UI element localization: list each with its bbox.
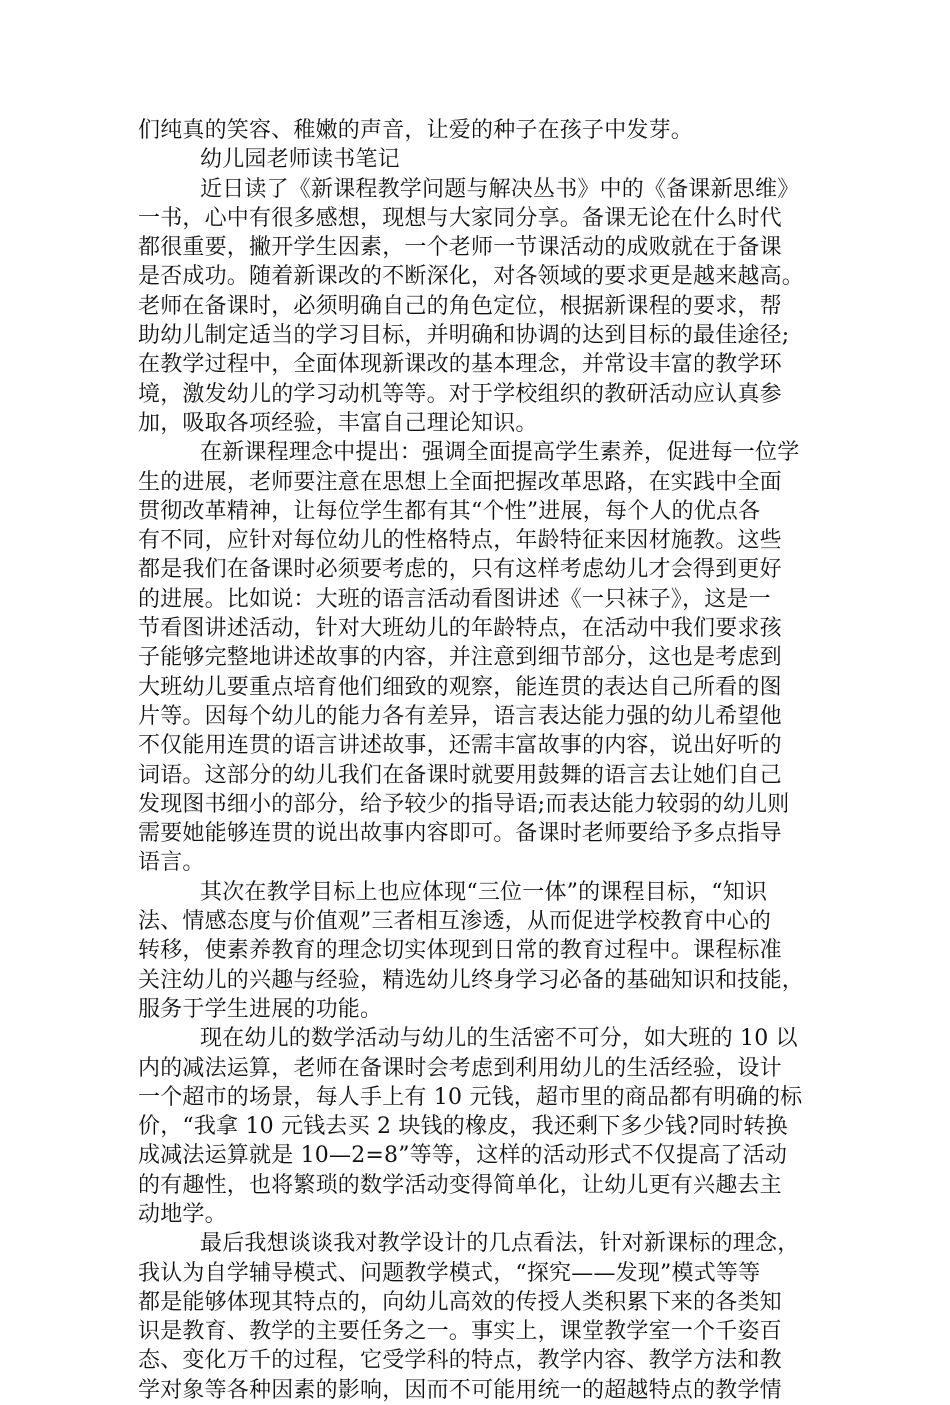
text-line: 一个超市的场景，每人手上有 10 元钱，超市里的商品都有明确的标 — [138, 1084, 803, 1110]
text-line: 成减法运算就是 10—2=8”等等，这样的活动形式不仅提高了活动 — [138, 1143, 788, 1169]
text-line: 的有趣性，也将繁琐的数学活动变得简单化，让幼儿更有兴趣去主 — [138, 1172, 782, 1198]
text-line: 都是能够体现其特点的，向幼儿高效的传授人类积累下来的各类知 — [138, 1289, 782, 1315]
text-line: 一书，心中有很多感想，现想与大家同分享。备课无论在什么时代 — [138, 205, 782, 231]
text-line: 需要她能够连贯的说出故事内容即可。备课时老师要给予多点指导 — [138, 821, 782, 847]
text-line: 的进展。比如说：大班的语言活动看图讲述《一只袜子》，这是一 — [138, 586, 771, 612]
text-line: 们纯真的笑容、稚嫩的声音，让爱的种子在孩子中发芽。 — [138, 118, 694, 143]
text-line: 有不同，应针对每位幼儿的性格特点，年龄特征来因材施教。这些 — [138, 528, 782, 554]
document-page — [138, 116, 818, 1405]
text-line: 老师在备课时，必须明确自己的角色定位，根据新课程的要求，帮 — [138, 293, 782, 319]
paragraph-first-line: 最后我想谈谈我对教学设计的几点看法，针对新课标的理念， — [200, 1231, 800, 1257]
text-line: 片等。因每个幼儿的能力各有差异，语言表达能力强的幼儿希望他 — [138, 703, 782, 729]
text-line: 转移，使素养教育的理念切实体现到日常的教育过程中。课程标准 — [138, 938, 782, 964]
text-line: 词语。这部分的幼儿我们在备课时就要用鼓舞的语言去让她们自己 — [138, 762, 782, 788]
text-line: 学对象等各种因素的影响，因而不可能用统一的超越特点的教学情 — [138, 1377, 782, 1403]
text-line: 都是我们在备课时必须要考虑的，只有这样考虑幼儿才会得到更好 — [138, 557, 782, 583]
text-line: 内的减法运算，老师在备课时会考虑到利用幼儿的生活经验，设计 — [138, 1055, 782, 1081]
text-line: 助幼儿制定适当的学习目标，并明确和协调的达到目标的最佳途径; — [138, 323, 790, 349]
text-line: 节看图讲述活动，针对大班幼儿的年龄特点，在活动中我们要求孩 — [138, 616, 782, 642]
paragraph-first-line: 现在幼儿的数学活动与幼儿的生活密不可分，如大班的 10 以 — [200, 1026, 798, 1052]
text-line: 关注幼儿的兴趣与经验，精选幼儿终身学习必备的基础知识和技能， — [138, 967, 805, 993]
text-line: 都很重要，撇开学生因素，一个老师一节课活动的成败就在于备课 — [138, 235, 782, 261]
text-line: 是否成功。随着新课改的不断深化，对各领域的要求更是越来越高。 — [138, 264, 805, 290]
paragraph-first-line: 其次在教学目标上也应体现“三位一体”的课程目标，“知识 — [200, 879, 768, 905]
text-line: 我认为自学辅导模式、问题教学模式，“探究——发现”模式等等 — [138, 1260, 761, 1286]
text-line: 法、情感态度与价值观”三者相互渗透，从而促进学校教育中心的 — [138, 909, 772, 935]
text-line: 子能够完整地讲述故事的内容，并注意到细节部分，这也是考虑到 — [138, 645, 782, 671]
text-line: 动地学。 — [138, 1201, 227, 1227]
text-line: 加，吸取各项经验，丰富自己理论知识。 — [138, 410, 538, 436]
text-line: 大班幼儿要重点培育他们细致的观察，能连贯的表达自己所看的图 — [138, 674, 782, 700]
text-line: 生的进展，老师要注意在思想上全面把握改革思路，在实践中全面 — [138, 469, 782, 495]
text-line: 识是教育、教学的主要任务之一。事实上，课堂教学室一个千姿百 — [138, 1319, 782, 1345]
text-line: 不仅能用连贯的语言讲述故事，还需丰富故事的内容，说出好听的 — [138, 733, 782, 759]
text-line: 服务于学生进展的功能。 — [138, 996, 383, 1022]
text-line: 态、变化万千的过程，它受学科的特点，教学内容、教学方法和教 — [138, 1348, 782, 1374]
text-line: 在教学过程中，全面体现新课改的基本理念，并常设丰富的教学环 — [138, 352, 782, 378]
text-line: 价，“我拿 10 元钱去买 2 块钱的橡皮，我还剩下多少钱?同时转换 — [138, 1114, 788, 1140]
text-line: 语言。 — [138, 850, 205, 876]
document-body — [138, 116, 818, 1405]
paragraph-first-line: 幼儿园老师读书笔记 — [200, 147, 400, 173]
paragraph-first-line: 在新课程理念中提出：强调全面提高学生素养，促进每一位学 — [200, 440, 800, 466]
text-line: 发现图书细小的部分，给予较少的指导语;而表达能力较弱的幼儿则 — [138, 791, 790, 817]
paragraph-first-line: 近日读了《新课程教学问题与解决丛书》中的《备课新思维》 — [200, 176, 800, 202]
text-line: 贯彻改革精神，让每位学生都有其“个性”进展，每个人的优点各 — [138, 498, 761, 524]
text-line: 境，激发幼儿的学习动机等等。对于学校组织的教研活动应认真参 — [138, 381, 782, 407]
